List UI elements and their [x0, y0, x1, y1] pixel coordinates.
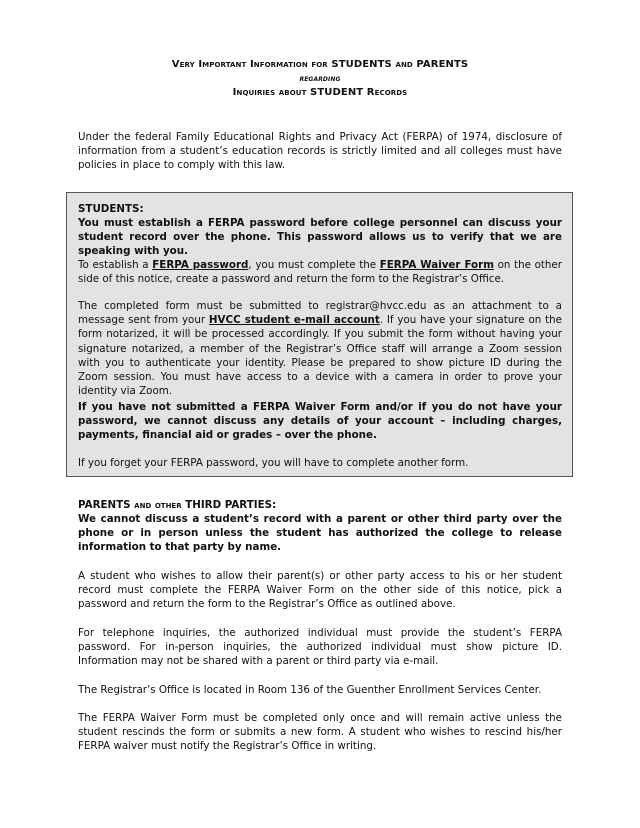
students-paragraph-1: To establish a FERPA password, you must complete the FERPA Waiver Form on the other side of this notice, create a password and return the form to the Registrar’s Office.	[78, 259, 563, 286]
hvcc-email-link[interactable]: HVCC student e-mail account	[208, 314, 380, 327]
ferpa-waiver-form-link[interactable]: FERPA Waiver Form	[379, 259, 494, 271]
ferpa-password-link[interactable]: FERPA password	[152, 259, 249, 271]
students-lead: You must establish a FERPA password before college personnel can discuss your student record over the phone. This password allows us to verify that we are speaking with you.	[78, 217, 562, 258]
parents-paragraph-4: The FERPA Waiver Form must be completed only once and will remain active unless the student rescinds the form or submits a new form. A student who wishes to rescind his/her FERPA waiver must notify the Registrar’s Office in writing.	[78, 712, 562, 753]
parents-paragraph-3: The Registrar’s Office is located in Room 136 of the Guenther Enrollment Services Center.	[78, 684, 542, 696]
parents-lead: We cannot discuss a student’s record with a parent or other third party over the phone or in person unless the student has authorized the college to release information to that party by name.	[78, 513, 562, 554]
students-forget-note: If you forget your FERPA password, you will have to complete another form.	[78, 457, 469, 469]
students-heading: STUDENTS:	[78, 203, 144, 215]
students-warning: If you have not submitted a FERPA Waiver Form and/or if you do not have your password, we cannot discuss any details of your account – including charges, payments, financial aid or grades – over the phone.	[78, 401, 562, 442]
intro-paragraph: Under the federal Family Educational Rights and Privacy Act (FERPA) of 1974, disclosure of information from a student’s education records is strictly limited and all colleges must have policies in place to comply with this law.	[78, 131, 562, 172]
parents-paragraph-1: A student who wishes to allow their parent(s) or other party access to his or her student record must complete the FERPA Waiver Form on the other side of this notice, pick a password and return the form to the Registrar’s Office as outlined above.	[78, 570, 562, 611]
title-line-3: Inquiries about STUDENT Records	[232, 87, 408, 98]
title-line-1: Very Important Information for STUDENTS and PARENTS	[171, 59, 469, 70]
parents-paragraph-2: For telephone inquiries, the authorized individual must provide the student’s FERPA password. For in-person inquiries, the authorized individual must show picture ID. Information may not be shared with a parent or third party via e-mail.	[78, 627, 562, 668]
students-paragraph-2: The completed form must be submitted to registrar@hvcc.edu as an attachment to a message sent from your HVCC student e-mail account. If you have your signature on the form notarized, it will be processed accordingly. If you submit the form without having your signature notarized, a member of the Registrar’s Office staff will arrange a Zoom session with you to authenticate your identity. Please be prepared to show picture ID during the Zoom session. You must have access to a device with a camera in order to prove your identity via Zoom.	[78, 300, 562, 398]
title-line-2: regarding	[299, 74, 341, 84]
parents-heading: PARENTS and other THIRD PARTIES:	[78, 499, 277, 511]
